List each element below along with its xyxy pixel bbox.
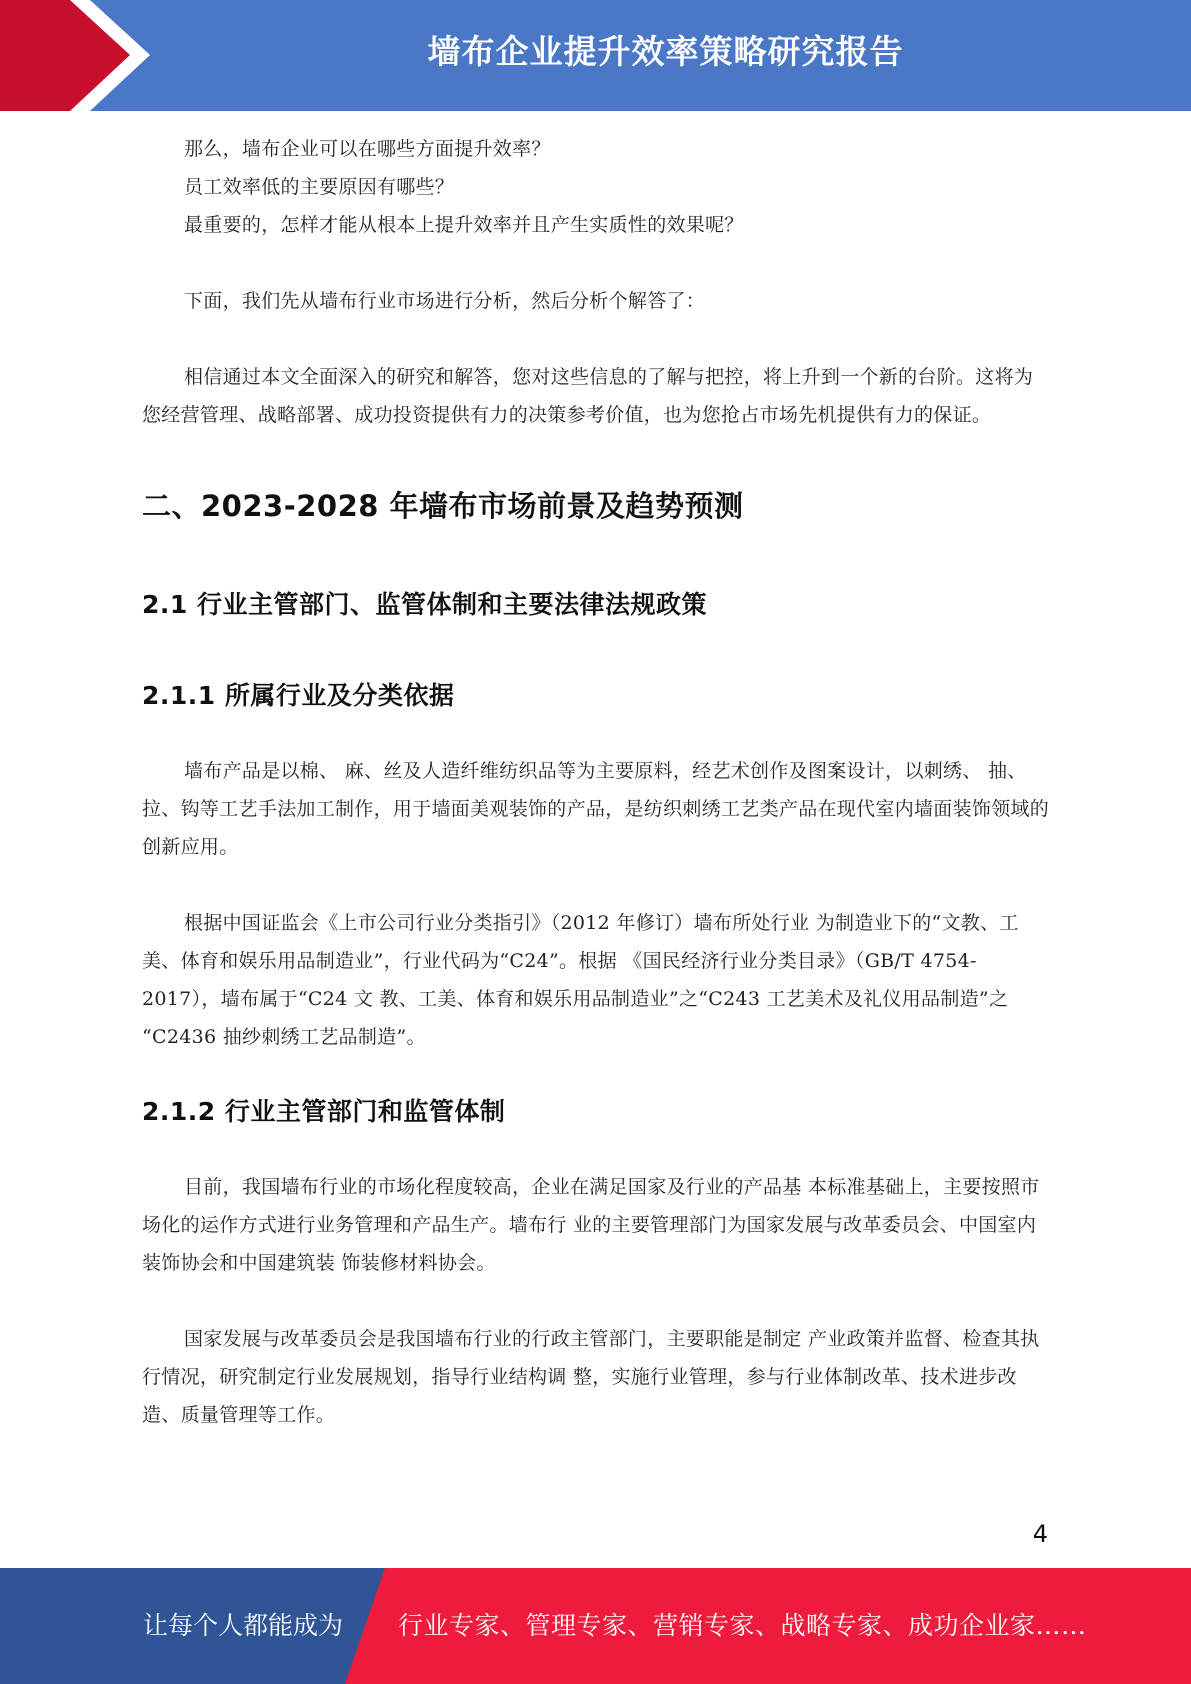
intro-question-1: 那么，墙布企业可以在哪些方面提升效率？: [184, 138, 551, 160]
footer-slogan-right: 行业专家、管理专家、营销专家、战略专家、成功企业家……: [398, 1611, 1087, 1640]
section-2-1-1-paragraph-2: 根据中国证监会《上市公司行业分类指引》（2012 年修订）墙布所处行业 为制造业下的“文教、工美、体育和娱乐用品制造业”，行业代码为“C24”。根据 《国民经济行业分类目录》（GB/T 4754-2017），墙布属于“C24 文 教、工美、体育和娱乐用品制造业”之“C243 工艺美术及礼仪用品制造”之 “C2436 抽纱刺绣工艺品制造”。: [142, 912, 1019, 1048]
section-2-1-2-heading: 2.1.2 行业主管部门和监管体制: [142, 1097, 506, 1126]
section-2-1-1-paragraph-1: 墙布产品是以棉、 麻、丝及人造纤维纺织品等为主要原料，经艺术创作及图案设计，以刺绣、 抽、拉、钩等工艺手法加工制作，用于墙面美观装饰的产品，是纺织刺绣工艺类产品在现代室内墙面装饰领域的创新应用。: [142, 760, 1050, 858]
intro-question-3: 最重要的，怎样才能从根本上提升效率并且产生实质性的效果呢？: [184, 214, 744, 236]
section-2-1-heading: 2.1 行业主管部门、监管体制和主要法律法规政策: [142, 590, 707, 619]
intro-paragraph-1: 下面，我们先从墙布行业市场进行分析，然后分析个解答了：: [184, 290, 706, 312]
section-2-1-2-paragraph-2: 国家发展与改革委员会是我国墙布行业的行政主管部门，主要职能是制定 产业政策并监督、检查其执行情况，研究制定行业发展规划，指导行业结构调 整，实施行业管理，参与行业体制改革、技术进步改造、质量管理等工作。: [142, 1328, 1040, 1426]
page-footer: [0, 1568, 1191, 1684]
intro-paragraph-2: 相信通过本文全面深入的研究和解答，您对这些信息的了解与把控，将上升到一个新的台阶。这将为您经营管理、战略部署、成功投资提供有力的决策参考价值，也为您抢占市场先机提供有力的保证。: [142, 366, 1034, 426]
section-2-heading: 二、2023-2028 年墙布市场前景及趋势预测: [142, 489, 744, 523]
document-body: [142, 130, 1052, 1434]
section-2-1-1-heading: 2.1.1 所属行业及分类依据: [142, 681, 455, 710]
page-header: [0, 0, 1191, 111]
section-2-1-2-paragraph-1: 目前，我国墙布行业的市场化程度较高，企业在满足国家及行业的产品基 本标准基础上，主要按照市场化的运作方式进行业务管理和产品生产。墙布行 业的主要管理部门为国家发展与改革委员会、中国室内装饰协会和中国建筑装 饰装修材料协会。: [142, 1176, 1040, 1274]
page-number: 4: [1032, 1520, 1048, 1548]
header-title: 墙布企业提升效率策略研究报告: [427, 32, 904, 71]
footer-slogan-left: 让每个人都能成为: [143, 1611, 344, 1640]
intro-question-2: 员工效率低的主要原因有哪些？: [184, 176, 455, 198]
header-arrow-decoration: [0, 0, 160, 111]
